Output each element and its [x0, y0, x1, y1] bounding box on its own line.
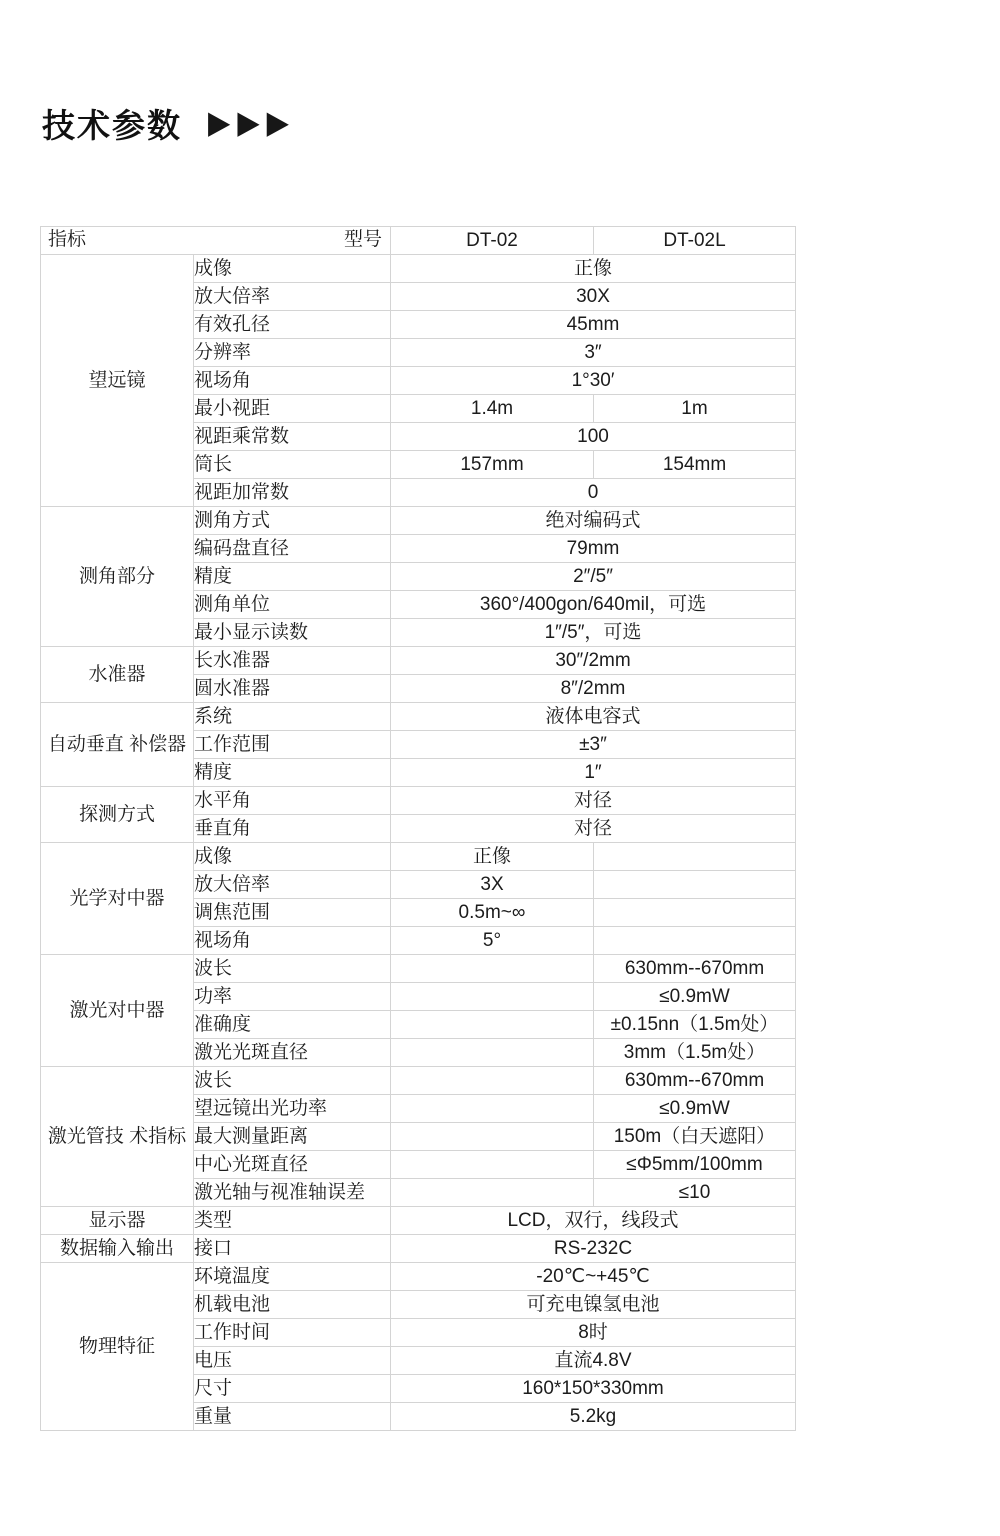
value-cell-dt02 — [391, 1039, 594, 1067]
value-cell: 1″ — [391, 759, 796, 787]
attribute-cell: 测角单位 — [194, 591, 391, 619]
value-cell: 5.2kg — [391, 1403, 796, 1431]
attribute-cell: 激光轴与视准轴误差 — [194, 1179, 391, 1207]
value-cell: 1°30′ — [391, 367, 796, 395]
value-cell-dt02l: 630mm--670mm — [594, 955, 796, 983]
value-cell: 0 — [391, 479, 796, 507]
value-cell-dt02 — [391, 1151, 594, 1179]
attribute-cell: 工作范围 — [194, 731, 391, 759]
value-cell: 绝对编码式 — [391, 507, 796, 535]
value-cell-dt02: 157mm — [391, 451, 594, 479]
value-cell-dt02 — [391, 1067, 594, 1095]
category-cell: 数据输入输出 — [41, 1235, 194, 1263]
value-cell-dt02: 3X — [391, 871, 594, 899]
arrow-right-icon: ▶ — [266, 105, 289, 141]
value-cell-dt02l — [594, 927, 796, 955]
value-cell: 3″ — [391, 339, 796, 367]
spec-table — [40, 226, 796, 1431]
value-cell-dt02l — [594, 899, 796, 927]
attribute-cell: 机载电池 — [194, 1291, 391, 1319]
value-cell-dt02l: ≤10 — [594, 1179, 796, 1207]
category-cell: 物理特征 — [41, 1263, 194, 1431]
attribute-cell: 波长 — [194, 955, 391, 983]
table-row — [41, 647, 796, 675]
corner-left-label: 指标 — [48, 229, 87, 250]
category-cell: 望远镜 — [41, 255, 194, 507]
value-cell: 160*150*330mm — [391, 1375, 796, 1403]
attribute-cell: 电压 — [194, 1347, 391, 1375]
attribute-cell: 重量 — [194, 1403, 391, 1431]
value-cell-dt02: 5° — [391, 927, 594, 955]
attribute-cell: 视距乘常数 — [194, 423, 391, 451]
attribute-cell: 放大倍率 — [194, 871, 391, 899]
model-header-dt02: DT-02 — [391, 227, 594, 255]
value-cell: 30X — [391, 283, 796, 311]
table-row — [41, 1263, 796, 1291]
value-cell: -20℃~+45℃ — [391, 1263, 796, 1291]
attribute-cell: 系统 — [194, 703, 391, 731]
attribute-cell: 激光光斑直径 — [194, 1039, 391, 1067]
attribute-cell: 中心光斑直径 — [194, 1151, 391, 1179]
value-cell: 对径 — [391, 787, 796, 815]
attribute-cell: 波长 — [194, 1067, 391, 1095]
value-cell-dt02l — [594, 871, 796, 899]
value-cell: 对径 — [391, 815, 796, 843]
value-cell-dt02l — [594, 843, 796, 871]
value-cell-dt02l: 3mm（1.5m处） — [594, 1039, 796, 1067]
value-cell-dt02 — [391, 983, 594, 1011]
category-cell: 测角部分 — [41, 507, 194, 647]
attribute-cell: 筒长 — [194, 451, 391, 479]
value-cell-dt02l: ≤0.9mW — [594, 983, 796, 1011]
value-cell-dt02l: ±0.15nn（1.5m处） — [594, 1011, 796, 1039]
value-cell: 79mm — [391, 535, 796, 563]
value-cell: RS-232C — [391, 1235, 796, 1263]
value-cell: 液体电容式 — [391, 703, 796, 731]
attribute-cell: 圆水准器 — [194, 675, 391, 703]
value-cell: 正像 — [391, 255, 796, 283]
value-cell-dt02l: 150m（白天遮阳） — [594, 1123, 796, 1151]
category-cell: 自动垂直 补偿器 — [41, 703, 194, 787]
value-cell-dt02 — [391, 955, 594, 983]
value-cell: 360°/400gon/640mil，可选 — [391, 591, 796, 619]
attribute-cell: 类型 — [194, 1207, 391, 1235]
attribute-cell: 准确度 — [194, 1011, 391, 1039]
attribute-cell: 精度 — [194, 563, 391, 591]
table-row — [41, 1207, 796, 1235]
attribute-cell: 调焦范围 — [194, 899, 391, 927]
attribute-cell: 成像 — [194, 255, 391, 283]
table-row — [41, 507, 796, 535]
table-row — [41, 787, 796, 815]
page-title — [42, 100, 289, 147]
attribute-cell: 成像 — [194, 843, 391, 871]
attribute-cell: 垂直角 — [194, 815, 391, 843]
attribute-cell: 尺寸 — [194, 1375, 391, 1403]
corner-right-label: 型号 — [343, 229, 382, 250]
header-row — [41, 227, 796, 255]
attribute-cell: 视距加常数 — [194, 479, 391, 507]
table-row — [41, 703, 796, 731]
value-cell-dt02: 1.4m — [391, 395, 594, 423]
value-cell: 100 — [391, 423, 796, 451]
value-cell: 8时 — [391, 1319, 796, 1347]
value-cell: 直流4.8V — [391, 1347, 796, 1375]
attribute-cell: 功率 — [194, 983, 391, 1011]
table-row — [41, 843, 796, 871]
value-cell: 30″/2mm — [391, 647, 796, 675]
arrow-right-icon: ▶ — [208, 105, 231, 141]
value-cell: LCD，双行，线段式 — [391, 1207, 796, 1235]
value-cell: 2″/5″ — [391, 563, 796, 591]
attribute-cell: 精度 — [194, 759, 391, 787]
attribute-cell: 视场角 — [194, 367, 391, 395]
attribute-cell: 最小视距 — [194, 395, 391, 423]
category-cell: 激光对中器 — [41, 955, 194, 1067]
corner-header-cell — [41, 227, 391, 255]
attribute-cell: 测角方式 — [194, 507, 391, 535]
attribute-cell: 有效孔径 — [194, 311, 391, 339]
value-cell: ±3″ — [391, 731, 796, 759]
attribute-cell: 环境温度 — [194, 1263, 391, 1291]
attribute-cell: 接口 — [194, 1235, 391, 1263]
attribute-cell: 最大测量距离 — [194, 1123, 391, 1151]
value-cell-dt02 — [391, 1095, 594, 1123]
page-title-text: 技术参数 — [42, 107, 182, 144]
attribute-cell: 长水准器 — [194, 647, 391, 675]
attribute-cell: 望远镜出光功率 — [194, 1095, 391, 1123]
value-cell-dt02l: 630mm--670mm — [594, 1067, 796, 1095]
value-cell-dt02: 正像 — [391, 843, 594, 871]
value-cell-dt02 — [391, 1179, 594, 1207]
value-cell: 1″/5″，可选 — [391, 619, 796, 647]
category-cell: 激光管技 术指标 — [41, 1067, 194, 1207]
value-cell-dt02 — [391, 1011, 594, 1039]
attribute-cell: 视场角 — [194, 927, 391, 955]
table-row — [41, 255, 796, 283]
value-cell: 可充电镍氢电池 — [391, 1291, 796, 1319]
value-cell-dt02l: 1m — [594, 395, 796, 423]
value-cell-dt02l: ≤Φ5mm/100mm — [594, 1151, 796, 1179]
value-cell-dt02l: 154mm — [594, 451, 796, 479]
table-row — [41, 955, 796, 983]
attribute-cell: 水平角 — [194, 787, 391, 815]
attribute-cell: 最小显示读数 — [194, 619, 391, 647]
attribute-cell: 工作时间 — [194, 1319, 391, 1347]
value-cell: 45mm — [391, 311, 796, 339]
table-row — [41, 1235, 796, 1263]
value-cell-dt02: 0.5m~∞ — [391, 899, 594, 927]
arrow-right-icon: ▶ — [237, 105, 260, 141]
model-header-dt02l: DT-02L — [594, 227, 796, 255]
category-cell: 显示器 — [41, 1207, 194, 1235]
attribute-cell: 放大倍率 — [194, 283, 391, 311]
attribute-cell: 编码盘直径 — [194, 535, 391, 563]
title-arrows-icon — [208, 105, 289, 141]
category-cell: 光学对中器 — [41, 843, 194, 955]
category-cell: 水准器 — [41, 647, 194, 703]
category-cell: 探测方式 — [41, 787, 194, 843]
table-row — [41, 1067, 796, 1095]
value-cell: 8″/2mm — [391, 675, 796, 703]
value-cell-dt02l: ≤0.9mW — [594, 1095, 796, 1123]
value-cell-dt02 — [391, 1123, 594, 1151]
attribute-cell: 分辨率 — [194, 339, 391, 367]
